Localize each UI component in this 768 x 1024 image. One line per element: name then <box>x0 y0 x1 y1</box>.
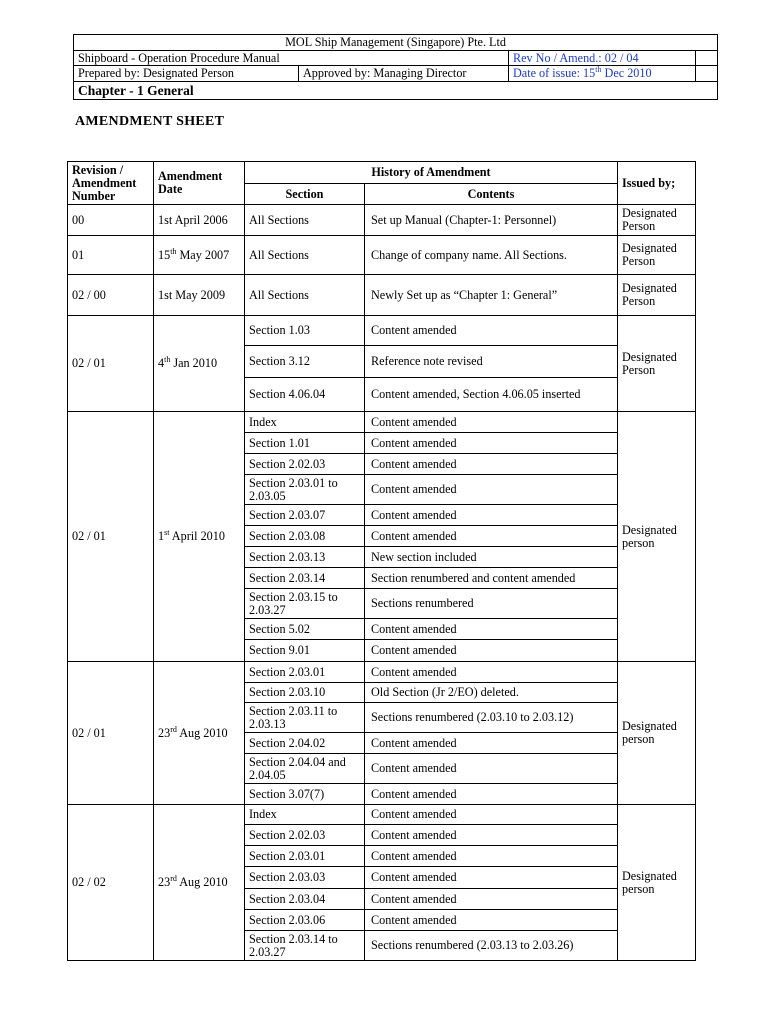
manual-name: Shipboard - Operation Procedure Manual <box>74 50 509 66</box>
table-row <box>68 205 696 236</box>
contents-cell: Content amended <box>365 433 618 454</box>
section-cell: Section 2.02.03 <box>245 825 365 846</box>
issued-by-cell: Designated Person <box>618 275 696 316</box>
contents-cell: Content amended <box>365 662 618 683</box>
approved-by: Approved by: Managing Director <box>299 66 509 82</box>
section-cell: Section 1.03 <box>245 316 365 346</box>
contents-cell: Content amended <box>365 733 618 754</box>
contents-cell: Content amended <box>365 316 618 346</box>
chapter-title: Chapter - 1 General <box>74 81 718 99</box>
table-row <box>68 412 696 433</box>
section-cell: Index <box>245 412 365 433</box>
contents-cell: Content amended <box>365 846 618 867</box>
section-cell: All Sections <box>245 236 365 275</box>
table-row <box>68 275 696 316</box>
section-cell: Section 2.03.11 to 2.03.13 <box>245 703 365 733</box>
company-name: MOL Ship Management (Singapore) Pte. Ltd <box>74 35 718 51</box>
contents-cell: Content amended <box>365 825 618 846</box>
revision-number-cell: 01 <box>68 236 154 275</box>
section-header: Section <box>245 184 365 205</box>
contents-cell: Content amended, Section 4.06.05 inserted <box>365 378 618 412</box>
table-row <box>68 662 696 683</box>
revision-number-cell: 00 <box>68 205 154 236</box>
table-row <box>68 236 696 275</box>
section-cell: Section 3.07(7) <box>245 784 365 805</box>
revision-number-cell: 02 / 02 <box>68 805 154 961</box>
section-cell: Section 5.02 <box>245 619 365 640</box>
contents-cell: Old Section (Jr 2/EO) deleted. <box>365 683 618 703</box>
issued-by-cell: Designated person <box>618 805 696 961</box>
contents-cell: Content amended <box>365 526 618 547</box>
issued-by-cell: Designated Person <box>618 236 696 275</box>
page-title: AMENDMENT SHEET <box>75 114 225 129</box>
section-cell: Section 9.01 <box>245 640 365 662</box>
section-cell: Section 2.03.01 <box>245 662 365 683</box>
section-cell: Section 2.03.06 <box>245 910 365 931</box>
section-cell: Section 2.03.01 to 2.03.05 <box>245 475 365 505</box>
history-header: History of Amendment <box>245 162 618 184</box>
contents-cell: Reference note revised <box>365 346 618 378</box>
revision-number-cell: 02 / 01 <box>68 662 154 805</box>
contents-cell: Section renumbered and content amended <box>365 568 618 589</box>
revision-number: Rev No / Amend.: 02 / 04 <box>509 50 696 66</box>
issued-header: Issued by; <box>618 162 696 205</box>
contents-cell: Content amended <box>365 640 618 662</box>
date-header: Amendment Date <box>154 162 245 205</box>
section-cell: Section 2.03.10 <box>245 683 365 703</box>
issued-by-cell: Designated person <box>618 662 696 805</box>
section-cell: Section 2.03.07 <box>245 505 365 526</box>
section-cell: Section 4.06.04 <box>245 378 365 412</box>
contents-cell: New section included <box>365 547 618 568</box>
revision-header: Revision / Amendment Number <box>68 162 154 205</box>
section-cell: Index <box>245 805 365 825</box>
issued-by-cell: Designated Person <box>618 205 696 236</box>
table-row <box>68 316 696 346</box>
revision-number-cell: 02 / 01 <box>68 316 154 412</box>
section-cell: Section 2.03.14 to 2.03.27 <box>245 931 365 961</box>
revision-number-cell: 02 / 01 <box>68 412 154 662</box>
table-row <box>68 805 696 825</box>
section-cell: Section 2.04.04 and 2.04.05 <box>245 754 365 784</box>
section-cell: Section 3.12 <box>245 346 365 378</box>
contents-cell: Sections renumbered (2.03.13 to 2.03.26) <box>365 931 618 961</box>
amendment-date-cell: 23rd Aug 2010 <box>154 662 245 805</box>
amendment-date-cell: 4th Jan 2010 <box>154 316 245 412</box>
contents-cell: Content amended <box>365 805 618 825</box>
amendment-date-cell: 23rd Aug 2010 <box>154 805 245 961</box>
section-cell: Section 2.03.14 <box>245 568 365 589</box>
section-cell: Section 2.02.03 <box>245 454 365 475</box>
issued-by-cell: Designated Person <box>618 316 696 412</box>
section-cell: Section 2.03.01 <box>245 846 365 867</box>
section-cell: All Sections <box>245 275 365 316</box>
section-cell: Section 2.03.08 <box>245 526 365 547</box>
contents-cell: Content amended <box>365 889 618 910</box>
contents-header: Contents <box>365 184 618 205</box>
prepared-by: Prepared by: Designated Person <box>74 66 299 82</box>
contents-cell: Content amended <box>365 412 618 433</box>
amendment-date-cell: 1st April 2010 <box>154 412 245 662</box>
contents-cell: Content amended <box>365 475 618 505</box>
amendment-table <box>67 161 696 961</box>
contents-cell: Content amended <box>365 619 618 640</box>
amendment-date-cell: 1st May 2009 <box>154 275 245 316</box>
revision-number-cell: 02 / 00 <box>68 275 154 316</box>
contents-cell: Content amended <box>365 867 618 889</box>
section-cell: All Sections <box>245 205 365 236</box>
contents-cell: Set up Manual (Chapter-1: Personnel) <box>365 205 618 236</box>
contents-cell: Content amended <box>365 454 618 475</box>
document-header <box>73 34 718 100</box>
contents-cell: Newly Set up as “Chapter 1: General” <box>365 275 618 316</box>
contents-cell: Content amended <box>365 910 618 931</box>
contents-cell: Content amended <box>365 754 618 784</box>
section-cell: Section 2.04.02 <box>245 733 365 754</box>
section-cell: Section 2.03.15 to 2.03.27 <box>245 589 365 619</box>
section-cell: Section 1.01 <box>245 433 365 454</box>
section-cell: Section 2.03.03 <box>245 867 365 889</box>
contents-cell: Content amended <box>365 784 618 805</box>
issued-by-cell: Designated person <box>618 412 696 662</box>
section-cell: Section 2.03.13 <box>245 547 365 568</box>
contents-cell: Sections renumbered <box>365 589 618 619</box>
amendment-date-cell: 15th May 2007 <box>154 236 245 275</box>
contents-cell: Content amended <box>365 505 618 526</box>
contents-cell: Change of company name. All Sections. <box>365 236 618 275</box>
date-of-issue: Date of issue: 15th Dec 2010 <box>509 66 696 82</box>
section-cell: Section 2.03.04 <box>245 889 365 910</box>
amendment-date-cell: 1st April 2006 <box>154 205 245 236</box>
contents-cell: Sections renumbered (2.03.10 to 2.03.12) <box>365 703 618 733</box>
